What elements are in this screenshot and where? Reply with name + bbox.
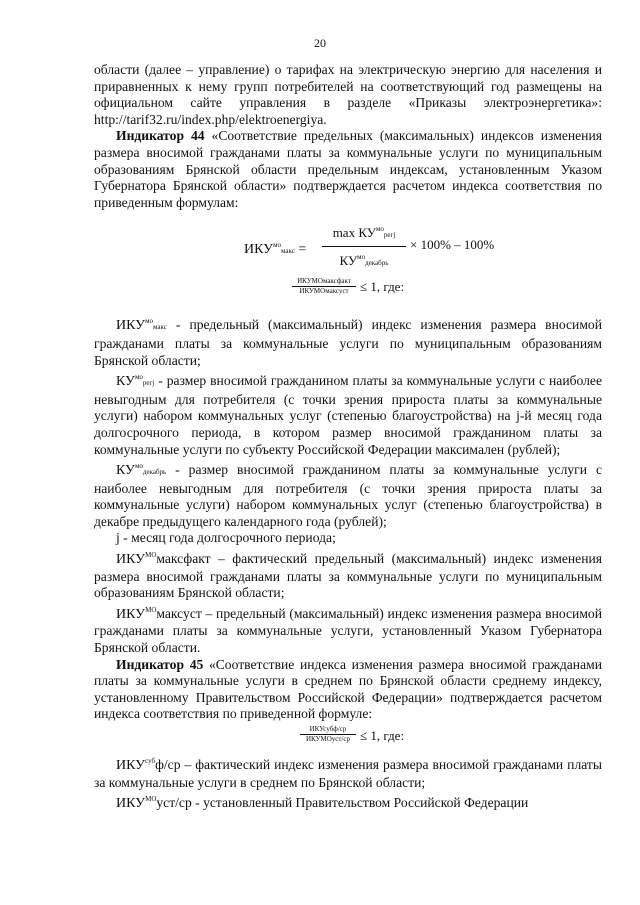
definition-iku-max: $ИКУ^{мо}макс$ - предельный (максимальный) индекс изменения размера вносимой гражданами платы за коммунальные услуги по муниципальным образованиям Брянской области; xyxy=(94,317,602,368)
formula-ratio-45 xyxy=(94,723,602,753)
page-number: 20 xyxy=(314,36,326,50)
formula-fraction xyxy=(322,221,406,271)
paragraph-intro: области (далее – управление) о тарифах на электрическую энергию для населения и приравненных к нему групп потребителей на соответствующий год размещены на официальном сайте управления в разделе «Приказы электроэнергетика»: http://tarif32.ru/index.php/elektroenergiya. xyxy=(94,62,602,127)
definition-iku-maxust: $ИКУ^{МО}максуст$ – предельный (максимальный) индекс изменения размера вносимой гражданами платы за коммунальные услуги, установленный Указом Губернатора Брянской области. xyxy=(94,605,602,656)
indicator-44-label: Индикатор 44 xyxy=(116,128,205,144)
formula-ratio-45-fraction xyxy=(300,725,356,744)
indicator-45-text: «Соответствие индекса изменения размера вносимой гражданами платы за коммунальные услуги в среднем по Брянской области среднему индексу, установленному Правительством Российской Федерации» подтверждается расчетом индекса соответствия по приведенной формуле: xyxy=(94,656,602,722)
formula-ratio-44 xyxy=(94,273,602,307)
formula-numerator: $\max КУ^{мо}регj$ xyxy=(322,221,406,247)
formula-ratio-45-tail: ≤ 1, где: xyxy=(360,728,405,743)
paragraph-indicator-45 xyxy=(94,657,602,723)
definition-ku-regj: $КУ^{мо}регj$ - размер вносимой гражданином платы за коммунальные услуги с наиболее невыгодным для потребителя (с точки зрения прироста платы за коммунальные услуги) набором коммунальных услуг (степенью благоустройства) на j-й месяц года долгосрочного периода, в котором размер вносимой гражданином платы за коммунальные услуги по субъекту Российской Федерации максимален (рублей); xyxy=(94,373,602,457)
formula-lhs: $ИКУ^{мо}макс$ = xyxy=(244,241,307,258)
formula-ratio-numerator: ИКУМОмаксфакт xyxy=(292,277,356,287)
indicator-45-label: Индикатор 45 xyxy=(116,656,204,672)
definition-j: j - месяц года долгосрочного периода; xyxy=(116,530,336,546)
paragraph-indicator-44 xyxy=(94,128,602,211)
definition-iku-ust-avg: $ИКУ^{МО}уст/ср$ - установленный Правительством Российской Федерации xyxy=(116,795,529,812)
formula-ratio-45-numerator: ИКУсубф/ср xyxy=(300,725,356,735)
indicator-44-text: «Соответствие предельных (максимальных) индексов изменения размера вносимой гражданами платы за коммунальные услуги по муниципальным образованиям Брянской области предельным индексам, установленным Указом Губернатора Брянской области» подтверждается расчетом индекса соответствия по приведенным формулам: xyxy=(94,128,602,210)
formula-denominator: $КУ^{мо}декабрь$ xyxy=(339,252,389,268)
formula-ratio-denominator: ИКУМОмаксуст xyxy=(299,287,349,296)
formula-ratio-45-denominator: ИКУМОуст/ср xyxy=(305,735,351,743)
document-body xyxy=(94,62,602,813)
formula-tail: × 100% – 100% xyxy=(410,237,495,253)
definition-ku-december: $КУ^{мо}декабрь$ - размер вносимой гражданином платы за коммунальные услуги с наиболее невыгодным для потребителя (с точки зрения прироста платы за коммунальные услуги) набором коммунальных услуг (степенью благоустройства) в декабре предыдущего календарного года (рублей); xyxy=(94,462,602,529)
formula-max-index xyxy=(94,219,602,267)
formula-ratio-tail: ≤ 1, где: xyxy=(360,279,405,295)
definition-iku-sub-fact: $ИКУ^{суб}ф/ср$ – фактический индекс изменения размера вносимой гражданами платы за коммунальные услуги в среднем по Брянской области; xyxy=(94,757,602,790)
formula-ratio-fraction xyxy=(292,277,356,296)
definition-iku-maxfact: $ИКУ^{МО}максфакт$ – фактический предельный (максимальный) индекс изменения размера вносимой гражданами платы за коммунальные услуги по муниципальным образованиям Брянской области; xyxy=(94,551,602,601)
